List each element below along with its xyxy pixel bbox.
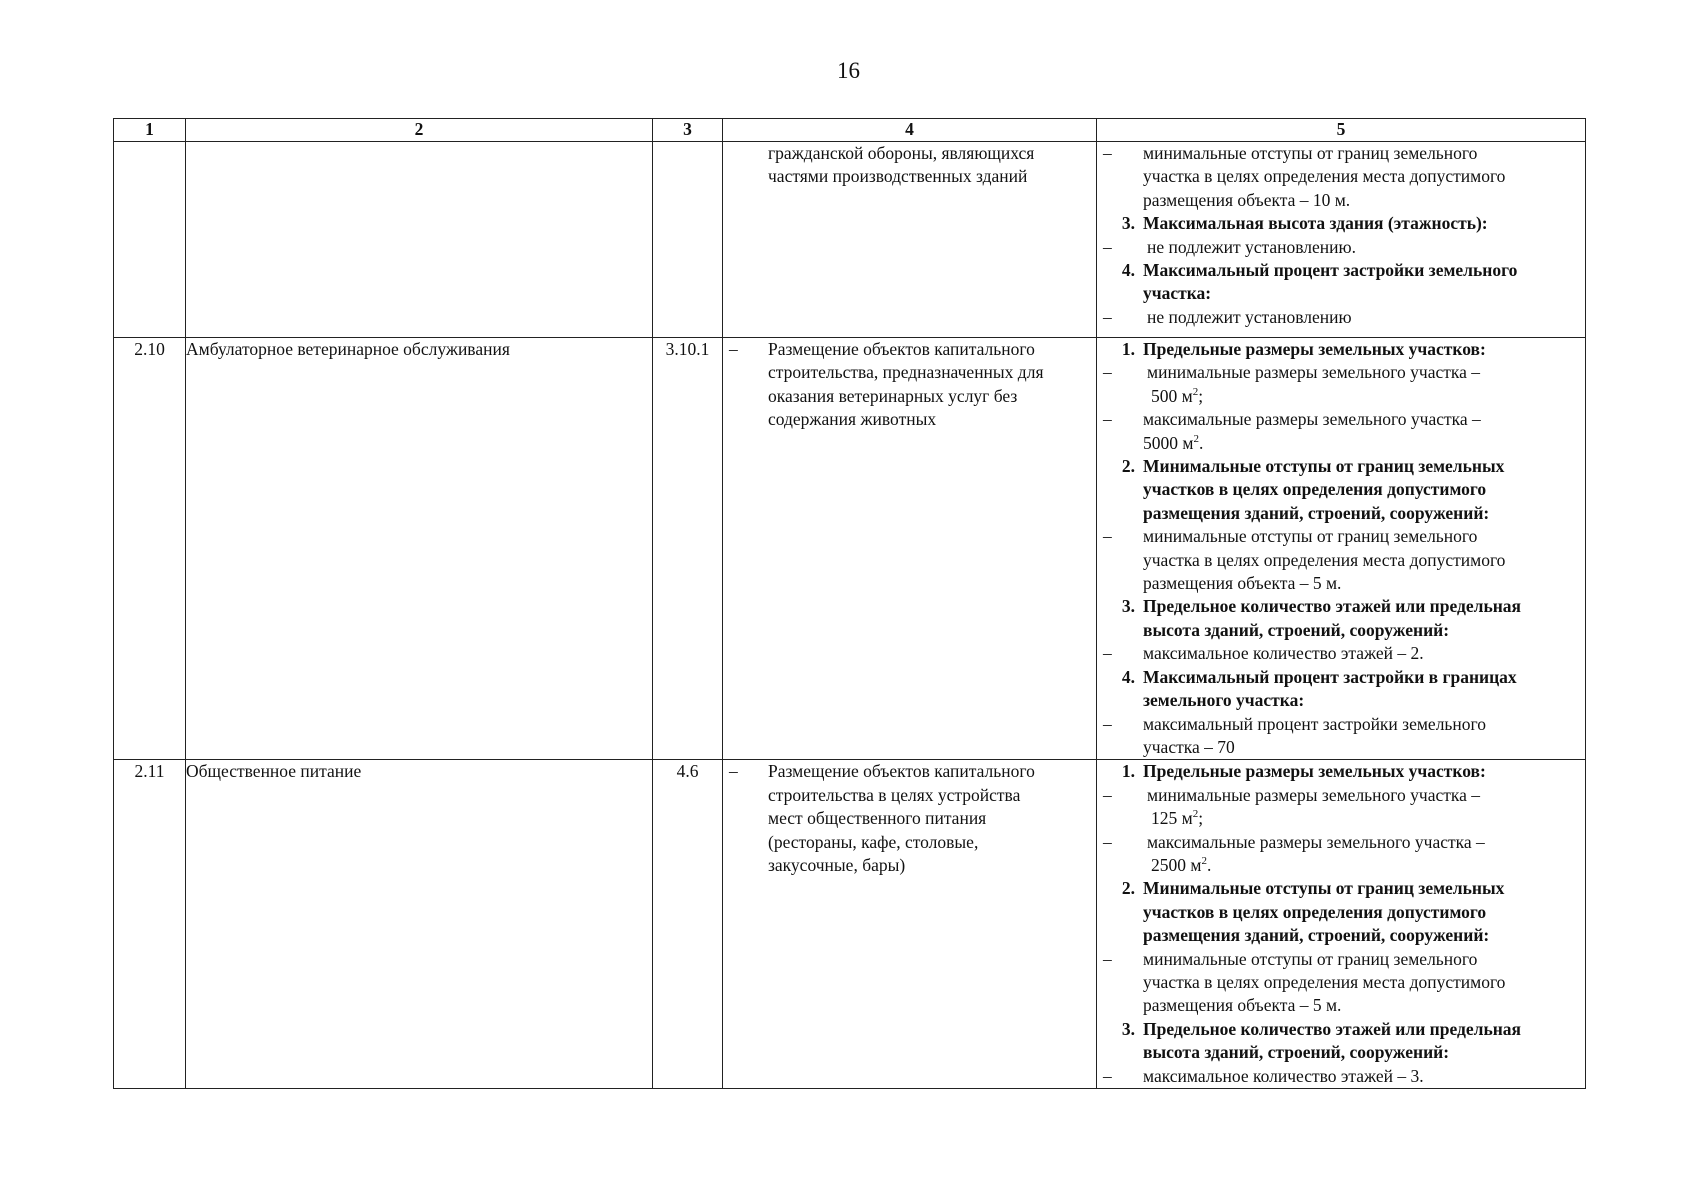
dash-marker: –: [1103, 143, 1112, 163]
parameter-value: [1097, 236, 1585, 259]
parameters-cell: [1097, 142, 1586, 338]
dash-marker: –: [1103, 526, 1112, 547]
text-line: участка в целях определения места допустимого: [1143, 166, 1506, 187]
land-use-name-cell: Амбулаторное ветеринарное обслуживания: [186, 338, 653, 760]
text-line: размещения зданий, строений, сооружений:: [1143, 502, 1490, 523]
parameter-heading-text: [1143, 1018, 1585, 1065]
text-line: оказания ветеринарных услуг без: [768, 385, 1018, 406]
text-line: частями производственных зданий: [768, 166, 1028, 187]
parameter-number: 1.: [1121, 339, 1135, 359]
column-header: 2: [186, 119, 653, 142]
parameter-number: 1.: [1121, 761, 1135, 782]
text-line: 125 $м^2$;: [1151, 808, 1204, 829]
dash-marker: –: [729, 339, 738, 359]
dash-marker: –: [1103, 784, 1112, 805]
description-continuation: [723, 142, 1096, 189]
text-line: Минимальные отступы от границ земельных: [1143, 878, 1505, 899]
text-line: Максимальный процент застройки в границах: [1143, 666, 1517, 687]
column-header: 4: [723, 119, 1097, 142]
parameter-heading: [1097, 259, 1585, 306]
text-line: 5000 $м^2$.: [1143, 432, 1204, 453]
dash-marker: –: [1103, 643, 1112, 664]
description-text: [768, 338, 1096, 432]
parameters-cell: [1097, 760, 1586, 1089]
parameter-value: [1097, 361, 1585, 408]
text-line: Размещение объектов капитального: [768, 339, 1035, 359]
text-line: высота зданий, строений, сооружений:: [1143, 1042, 1450, 1063]
text-line: размещения объекта – 5 м.: [1143, 573, 1342, 594]
parameter-value-text: [1143, 831, 1585, 878]
text-line: минимальные размеры земельного участка –: [1147, 362, 1481, 383]
column-header: 1: [114, 119, 186, 142]
description-cell: [723, 338, 1097, 760]
parameter-number: 3.: [1121, 1018, 1135, 1039]
parameter-value: [1097, 948, 1585, 1018]
text-line: минимальные отступы от границ земельного: [1143, 526, 1478, 547]
parameter-value-text: [1143, 784, 1585, 831]
text-line: участков в целях определения допустимого: [1143, 479, 1487, 500]
row-number-cell: 2.10: [114, 338, 186, 760]
parameter-value: [1097, 642, 1585, 665]
superscript: 2: [1192, 385, 1199, 398]
parameter-value: [1097, 1065, 1585, 1088]
table-row: [114, 142, 1586, 338]
text-line: максимальное количество этажей – 2.: [1143, 643, 1424, 664]
parameter-heading: [1097, 595, 1585, 642]
text-line: 500 $м^2$;: [1151, 385, 1204, 406]
parameter-value: [1097, 525, 1585, 595]
parameter-heading-text: [1143, 259, 1585, 306]
parameter-number: 4.: [1121, 666, 1135, 687]
text-line: мест общественного питания: [768, 808, 987, 829]
table-row: [114, 760, 1586, 1089]
text-line: максимальные размеры земельного участка –: [1147, 831, 1485, 852]
parameter-number: 2.: [1121, 456, 1135, 477]
text-line: не подлежит установлению: [1147, 306, 1352, 327]
description-item: [723, 760, 1096, 877]
dash-marker: –: [1103, 362, 1112, 383]
text-line: закусочные, бары): [768, 854, 906, 875]
text-line: максимальный процент застройки земельного: [1143, 713, 1487, 734]
parameter-heading: [1097, 212, 1585, 235]
parameter-value-text: [1143, 306, 1585, 329]
dash-marker: –: [1103, 948, 1112, 969]
text-line: Максимальная высота здания (этажность):: [1143, 213, 1488, 234]
text-line: Предельные размеры земельных участков:: [1143, 339, 1486, 359]
parameter-value-text: [1143, 361, 1585, 408]
parameter-heading-text: [1143, 212, 1585, 235]
parameter-heading-text: [1143, 338, 1585, 361]
description-text: [768, 760, 1096, 877]
land-use-code-cell: 3.10.1: [653, 338, 723, 760]
parameter-heading: [1097, 760, 1585, 783]
text-line: размещения зданий, строений, сооружений:: [1143, 925, 1490, 946]
dash-marker: –: [1103, 1065, 1112, 1086]
text-line: Максимальный процент застройки земельного: [1143, 260, 1518, 281]
parameter-heading-text: [1143, 760, 1585, 783]
table-header-row: [114, 119, 1586, 142]
parameter-value-text: [1143, 948, 1585, 1018]
parameter-heading: [1097, 455, 1585, 525]
parameter-heading: [1097, 877, 1585, 947]
text-line: участка в целях определения места допустимого: [1143, 971, 1506, 992]
parameter-value-text: [1143, 642, 1585, 665]
superscript: 2: [1193, 432, 1199, 445]
description-cell: [723, 142, 1097, 338]
row-number-cell: [114, 142, 186, 338]
text-line: Предельное количество этажей или предельная: [1143, 596, 1522, 617]
land-use-code-cell: 4.6: [653, 760, 723, 1089]
parameter-number: 4.: [1121, 260, 1135, 281]
parameter-heading-text: [1143, 877, 1585, 947]
table-row: [114, 338, 1586, 760]
page-number: 16: [837, 58, 860, 83]
text-line: Минимальные отступы от границ земельных: [1143, 456, 1505, 477]
parameter-value: [1097, 784, 1585, 831]
parameter-value-text: [1143, 713, 1585, 760]
parameter-heading: [1097, 338, 1585, 361]
description-cell: [723, 760, 1097, 1089]
text-line: (рестораны, кафе, столовые,: [768, 831, 979, 852]
parameter-value-text: [1143, 525, 1585, 595]
text-line: Размещение объектов капитального: [768, 761, 1035, 782]
parameter-value-text: [1143, 408, 1585, 455]
parameter-value: [1097, 306, 1585, 329]
dash-marker: –: [1103, 306, 1112, 327]
description-item: [723, 338, 1096, 432]
text-line: Предельные размеры земельных участков:: [1143, 761, 1486, 782]
text-line: минимальные размеры земельного участка –: [1147, 784, 1481, 805]
parameter-value: [1097, 142, 1585, 212]
dash-marker: –: [1103, 713, 1112, 734]
text-line: минимальные отступы от границ земельного: [1143, 143, 1478, 163]
dash-marker: –: [1103, 831, 1112, 852]
parameter-heading: [1097, 666, 1585, 713]
text-line: не подлежит установлению.: [1147, 236, 1356, 257]
text-line: строительства, предназначенных для: [768, 362, 1044, 383]
text-line: размещения объекта – 5 м.: [1143, 995, 1342, 1016]
text-line: участка – 70: [1143, 736, 1235, 757]
zoning-regulations-table: [113, 118, 1586, 1089]
text-line: земельного участка:: [1143, 690, 1305, 711]
text-line: содержания животных: [768, 409, 937, 430]
dash-marker: –: [1103, 409, 1112, 430]
parameter-number: 3.: [1121, 596, 1135, 617]
text-line: размещения объекта – 10 м.: [1143, 189, 1351, 210]
parameter-value-text: [1143, 1065, 1585, 1088]
superscript: 2: [1192, 808, 1199, 821]
column-header: 3: [653, 119, 723, 142]
superscript: 2: [1201, 855, 1207, 868]
land-use-name-cell: [186, 142, 653, 338]
parameter-number: 2.: [1121, 878, 1135, 899]
text-line: минимальные отступы от границ земельного: [1143, 948, 1478, 969]
parameter-value: [1097, 713, 1585, 760]
parameter-number: 3.: [1121, 213, 1135, 234]
parameter-heading-text: [1143, 455, 1585, 525]
text-line: участка в целях определения места допустимого: [1143, 549, 1506, 570]
text-line: высота зданий, строений, сооружений:: [1143, 619, 1450, 640]
text-line: участков в целях определения допустимого: [1143, 901, 1487, 922]
text-line: максимальное количество этажей – 3.: [1143, 1065, 1424, 1086]
parameter-value-text: [1143, 236, 1585, 259]
parameter-value-text: [1143, 142, 1585, 212]
land-use-code-cell: [653, 142, 723, 338]
dash-marker: –: [1103, 236, 1112, 257]
text-line: строительства в целях устройства: [768, 784, 1021, 805]
land-use-name-cell: Общественное питание: [186, 760, 653, 1089]
text-line: максимальные размеры земельного участка –: [1143, 409, 1481, 430]
parameter-value: [1097, 408, 1585, 455]
parameter-heading-text: [1143, 595, 1585, 642]
parameter-value: [1097, 831, 1585, 878]
text-line: Предельное количество этажей или предельная: [1143, 1018, 1522, 1039]
dash-marker: –: [729, 761, 738, 782]
parameter-heading-text: [1143, 666, 1585, 713]
parameter-heading: [1097, 1018, 1585, 1065]
text-line: гражданской обороны, являющихся: [768, 143, 1035, 163]
text-line: участка:: [1143, 283, 1212, 304]
column-header: 5: [1097, 119, 1586, 142]
parameters-cell: [1097, 338, 1586, 760]
text-line: 2500 $м^2$.: [1151, 854, 1212, 875]
row-number-cell: 2.11: [114, 760, 186, 1089]
